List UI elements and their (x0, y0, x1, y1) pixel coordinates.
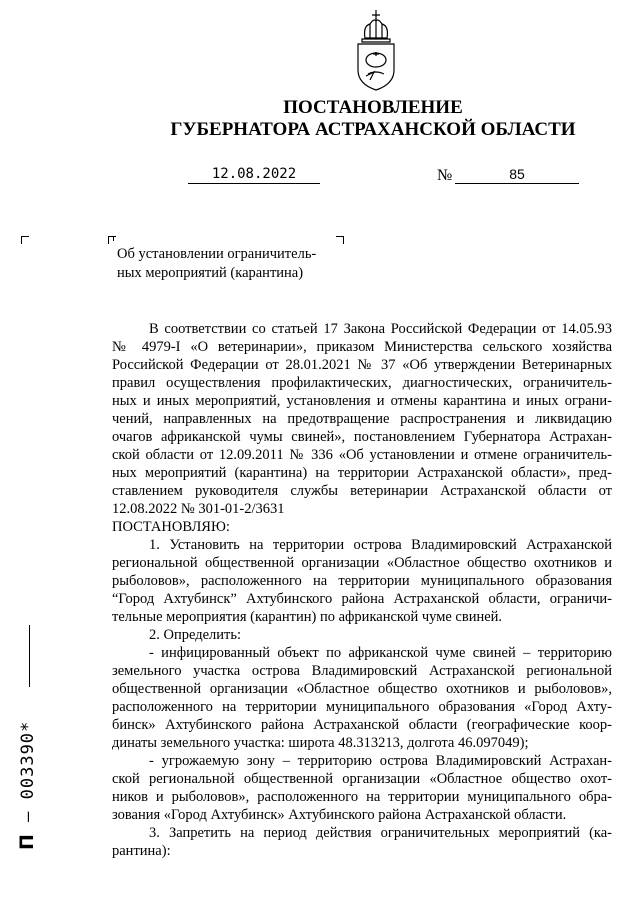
body-line: зования «Город Ахтубинск» Ахтубинского района Астраханской области. (112, 807, 567, 823)
body-line: № 4979-I «О ветеринарии», приказом Министерства сельского хозяйства (112, 339, 612, 355)
body-line: тельные мероприятия (карантин) по африканской чуме свиней. (112, 609, 503, 625)
document-title: ПОСТАНОВЛЕНИЕ (283, 97, 463, 118)
body-line: общественной организации «Областное общество охотников и рыболовов», (112, 681, 612, 697)
body-line: - инфицированный объект по африканской чуме свиней – территорию (149, 645, 612, 661)
subject-line: ных мероприятий (карантина) (117, 265, 304, 281)
body-line: 3. Запретить на период действия ограничительных мероприятий (ка- (149, 825, 612, 841)
body-line: региональной общественной организации «Областное общество охотников и (112, 555, 612, 571)
decree-number: 85 (455, 166, 579, 184)
body-line: ников и рыболовов», расположенного на территории муниципального обра- (112, 789, 612, 805)
body-line: рыболовов», расположенного на территории муниципального образования (112, 573, 612, 589)
document-issuer: ГУБЕРНАТОРА АСТРАХАНСКОЙ ОБЛАСТИ (170, 119, 576, 140)
decree-body (112, 320, 612, 860)
body-line: рантина): (112, 843, 171, 859)
body-line: правил осуществления профилактических, диагностических, ограничитель- (112, 375, 612, 391)
side-code-prefix: П (16, 833, 38, 850)
coat-of-arms-icon (350, 8, 402, 92)
decree-word: ПОСТАНОВЛЯЮ: (112, 519, 230, 535)
body-line: “Город Ахтубинск” Ахтубинского района Астраханской области, ограничи- (112, 591, 612, 607)
body-line: ных мероприятий (карантина) на территории Астраханской области», пред- (112, 465, 612, 481)
side-registration-code (16, 721, 38, 850)
body-line: В соответствии со статьей 17 Закона Российской Федерации от 14.05.93 (149, 321, 612, 337)
side-code-number: – 003390* (18, 720, 38, 822)
body-line: ской региональной общественной организации «Областное общество охот- (112, 771, 612, 787)
subject-line: Об установлении ограничитель- (117, 246, 317, 262)
margin-line (29, 625, 30, 687)
corner-mark (21, 236, 29, 244)
body-line: 2. Определить: (149, 627, 242, 643)
body-line: ской области от 12.09.2011 № 336 «Об установлении и отмене ограничитель- (112, 447, 612, 463)
body-line: бинск» Ахтубинского района Астраханской области (географические коор- (112, 717, 612, 733)
body-line: ставлением руководителя службы ветеринарии Астраханской области от (112, 483, 612, 499)
body-line: ных и иных мероприятий, установления и отмены карантина и иных ограни- (112, 393, 612, 409)
body-line: расположенного на территории муниципального образования «Город Ахту- (112, 699, 612, 715)
number-sign: № (437, 167, 453, 184)
body-line: чений, направленных на предотвращение распространения и ликвидацию (112, 411, 612, 427)
body-line: очагов африканской чумы свиней», постановлением Губернатора Астрахан- (112, 429, 612, 445)
decree-subject (117, 245, 357, 283)
corner-mark (336, 236, 344, 244)
body-line: 12.08.2022 № 301-01-2/3631 (112, 501, 285, 517)
body-line: земельного участка острова Владимировский Астраханской региональной (112, 663, 612, 679)
decree-date: 12.08.2022 (188, 166, 320, 184)
corner-mark (113, 236, 121, 241)
body-line: - угрожаемую зону – территорию острова Владимировский Астрахан- (149, 753, 612, 769)
body-line: динаты земельного участка: широта 48.313213, долгота 46.097049); (112, 735, 529, 751)
body-line: 1. Установить на территории острова Владимировский Астраханской (149, 537, 612, 553)
body-line: Российской Федерации от 28.01.2021 № 37 «Об утверждении Ветеринарных (112, 357, 612, 373)
